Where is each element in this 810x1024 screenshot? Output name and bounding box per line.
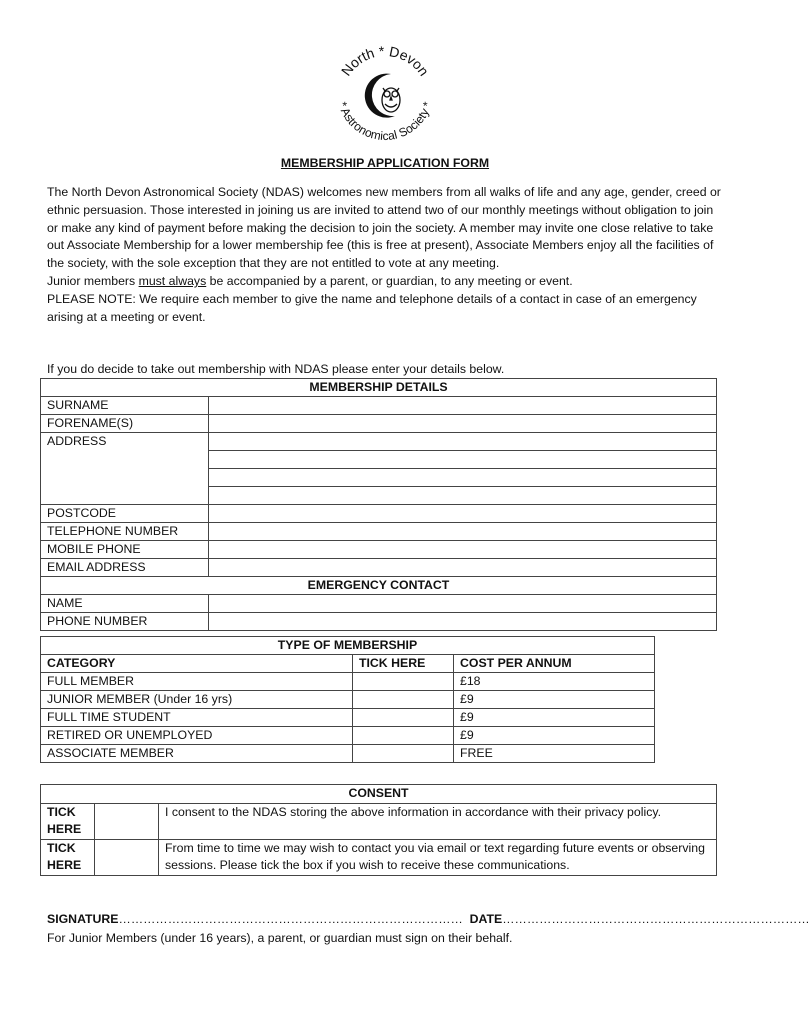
emergency-contact-heading: EMERGENCY CONTACT [41,577,717,595]
address-field-line-4[interactable] [209,487,717,505]
owl-icon [382,88,400,112]
privacy-consent-tick-box[interactable] [95,803,159,839]
cost-cell: £9 [454,709,655,727]
address-field-line-3[interactable] [209,469,717,487]
tick-column-header: TICK HERE [353,655,454,673]
membership-type-heading: TYPE OF MEMBERSHIP [41,637,655,655]
mobile-label: MOBILE PHONE [41,541,209,559]
form-title: MEMBERSHIP APPLICATION FORM [280,156,490,170]
cost-cell: FREE [454,745,655,763]
table-row [41,673,655,691]
emergency-name-label: NAME [41,595,209,613]
signature-label: SIGNATURE [47,912,119,926]
tick-here-label: TICK HERE [41,839,95,875]
telephone-label: TELEPHONE NUMBER [41,523,209,541]
logo-text-bottom: * Astronomical Society * [335,100,435,144]
communications-consent-tick-box[interactable] [95,839,159,875]
category-cell: ASSOCIATE MEMBER [41,745,353,763]
tick-box[interactable] [353,745,454,763]
communications-consent-text: From time to time we may wish to contact you via email or text regarding future events or observing sessions. Please tick the box if you wish to receive these communications. [159,839,717,875]
address-label: ADDRESS [41,433,209,505]
address-field-line-1[interactable] [209,433,717,451]
postcode-field[interactable] [209,505,717,523]
signature-line [47,912,810,926]
tick-box[interactable] [353,709,454,727]
junior-note-end: be accompanied by a parent, or guardian, to any meeting or event. [206,273,573,288]
date-field[interactable]: ………………………………………………………………… [502,912,810,926]
cost-cell: £9 [454,727,655,745]
logo-text-top: North * Devon [337,42,433,79]
intro-paragraph-3: PLEASE NOTE: We require each member to give the name and telephone details of a contact in case of an emergency arising at a meeting or event. [47,291,697,324]
junior-note-emphasis: must always [138,273,207,288]
junior-signature-note: For Junior Members (under 16 years), a parent, or guardian must sign on their behalf. [47,931,513,945]
category-cell: FULL MEMBER [41,673,353,691]
tick-box[interactable] [353,691,454,709]
address-field-line-2[interactable] [209,451,717,469]
tick-box[interactable] [353,727,454,745]
emergency-name-field[interactable] [209,595,717,613]
category-column-header: CATEGORY [41,655,353,673]
table-row [41,691,655,709]
details-instruction: If you do decide to take out membership with NDAS please enter your details below. [47,362,505,376]
membership-details-table [40,378,717,631]
intro-text [47,184,727,326]
society-logo [329,42,441,146]
intro-paragraph-1: The North Devon Astronomical Society (NDAS) welcomes new members from all walks of life and any age, gender, creed or ethnic persuasion. Those interested in joining us are invited to attend two of our monthly meetings without obligation to join or make any kind of payment before making the decision to join the society. A member may invite one close relative to take out Associate Membership for a lower membership fee (this is free at present), Associate Members enjoy all the facilities of the society, with the sole exception that they are not entitled to vote at any meeting. [47,185,721,271]
consent-heading: CONSENT [41,785,717,804]
surname-field[interactable] [209,397,717,415]
junior-note-start: Junior members [47,273,139,288]
forenames-field[interactable] [209,415,717,433]
tick-here-label: TICK HERE [41,803,95,839]
cost-column-header: COST PER ANNUM [454,655,655,673]
table-row [41,727,655,745]
category-cell: RETIRED OR UNEMPLOYED [41,727,353,745]
telephone-field[interactable] [209,523,717,541]
forenames-label: FORENAME(S) [41,415,209,433]
email-field[interactable] [209,559,717,577]
email-label: EMAIL ADDRESS [41,559,209,577]
table-row [41,745,655,763]
surname-label: SURNAME [41,397,209,415]
category-cell: JUNIOR MEMBER (Under 16 yrs) [41,691,353,709]
emergency-phone-label: PHONE NUMBER [41,613,209,631]
intro-paragraph-2 [47,273,727,291]
svg-text:North * Devon [338,43,432,79]
membership-type-table [40,636,655,763]
consent-table [40,784,717,876]
category-cell: FULL TIME STUDENT [41,709,353,727]
date-label: DATE [469,912,503,926]
privacy-consent-text: I consent to the NDAS storing the above information in accordance with their privacy policy. [159,803,717,839]
cost-cell: £18 [454,673,655,691]
table-row [41,709,655,727]
cost-cell: £9 [454,691,655,709]
membership-details-heading: MEMBERSHIP DETAILS [41,379,717,397]
tick-box[interactable] [353,673,454,691]
postcode-label: POSTCODE [41,505,209,523]
mobile-field[interactable] [209,541,717,559]
emergency-phone-field[interactable] [209,613,717,631]
signature-field[interactable]: ………………………………………………………………………… [118,912,463,926]
